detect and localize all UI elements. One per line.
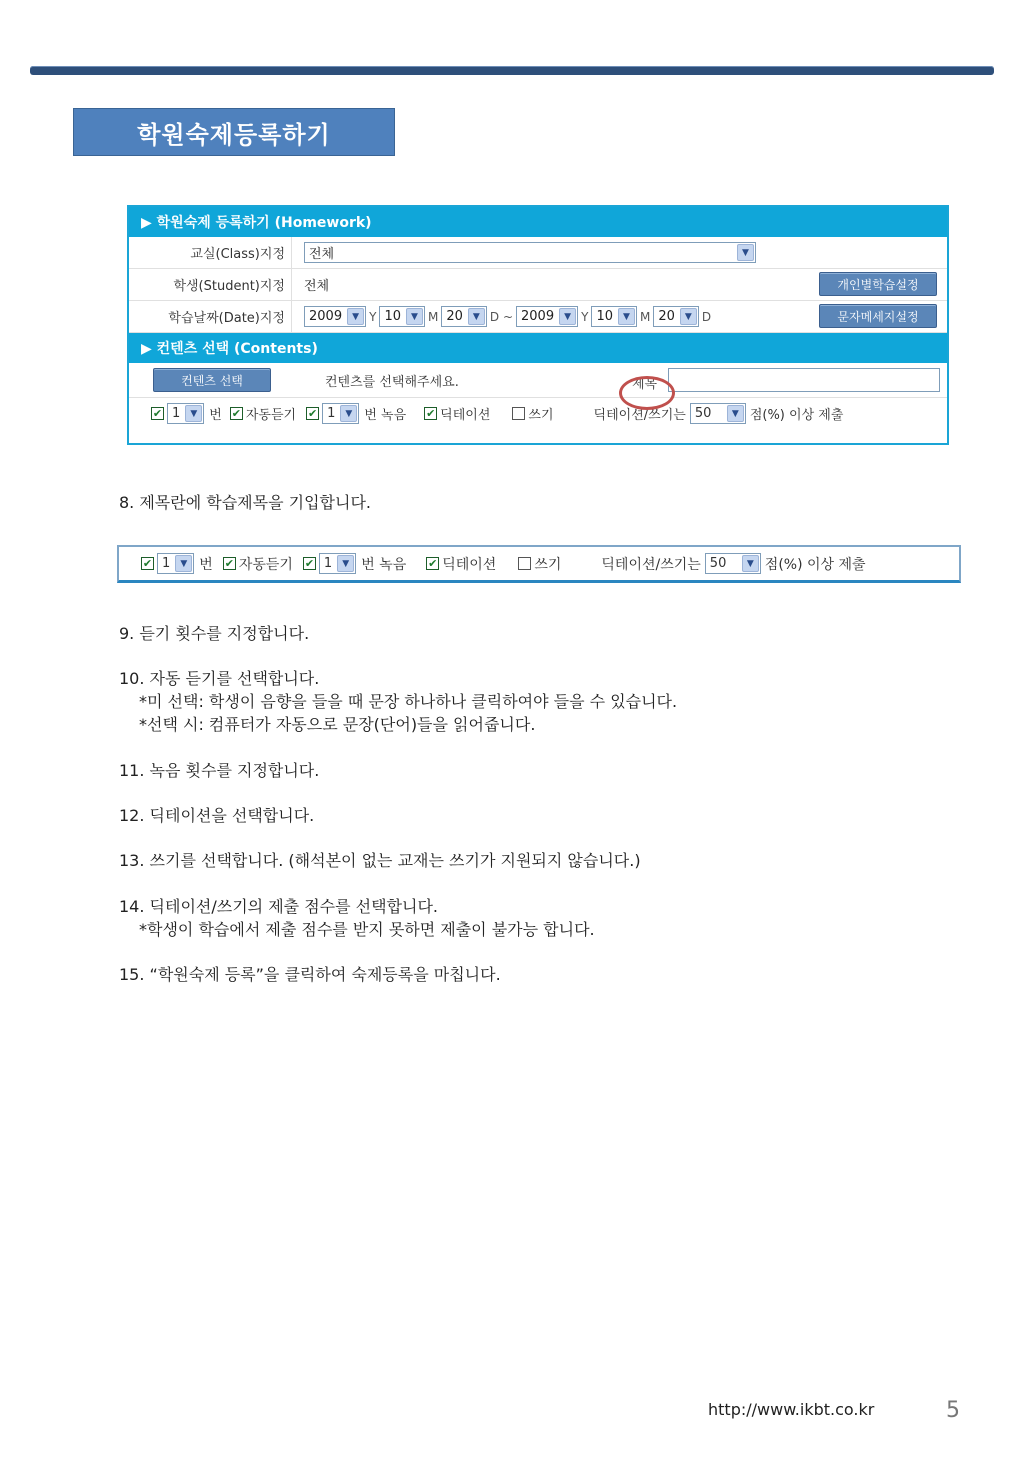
contents-hint: 컨텐츠를 선택해주세요. xyxy=(325,375,459,390)
homework-form-panel xyxy=(127,205,949,445)
score-value: 50 xyxy=(709,556,727,571)
from-year-value: 2009 xyxy=(309,309,343,324)
class-label: 교실(Class)지정 xyxy=(129,237,292,268)
to-month-value: 10 xyxy=(596,309,613,324)
record-label: 번 녹음 xyxy=(364,408,407,423)
listen-checkbox[interactable]: ✔ xyxy=(152,407,163,420)
title-label: 제목 xyxy=(632,377,658,392)
footer-url: http://www.ikbt.co.kr xyxy=(708,1400,875,1419)
writing-label: 쓰기 xyxy=(528,408,554,423)
listen-count-select[interactable] xyxy=(157,553,194,574)
score-value: 50 xyxy=(694,406,712,421)
from-month-value: 10 xyxy=(384,309,401,324)
student-value: 전체 xyxy=(304,279,330,294)
instruction-12: 12. 딕테이션을 선택합니다. xyxy=(119,806,315,825)
to-year-select[interactable] xyxy=(516,306,578,327)
auto-listen-checkbox[interactable]: ✔ xyxy=(224,557,234,570)
chevron-down-icon: ▼ xyxy=(559,308,576,325)
score-label: 딕테이션/쓰기는 xyxy=(593,408,686,423)
auto-listen-checkbox[interactable]: ✔ xyxy=(231,407,241,420)
dictation-checkbox[interactable]: ✔ xyxy=(428,557,438,570)
record-count-value: 1 xyxy=(327,406,336,421)
student-row xyxy=(129,269,947,301)
chevron-down-icon: ▼ xyxy=(727,405,744,422)
class-row xyxy=(129,237,947,269)
record-count-select[interactable] xyxy=(319,553,356,574)
top-rule xyxy=(30,66,994,75)
writing-checkbox[interactable] xyxy=(518,557,531,570)
writing-label: 쓰기 xyxy=(534,556,562,573)
month-unit: M xyxy=(427,309,439,324)
record-checkbox[interactable]: ✔ xyxy=(304,557,315,570)
instruction-14: 14. 딕테이션/쓰기의 제출 점수를 선택합니다. xyxy=(119,897,439,916)
score-select[interactable] xyxy=(690,403,746,424)
dictation-label: 딕테이션 xyxy=(442,556,497,573)
to-month-select[interactable] xyxy=(591,306,637,327)
to-day-select[interactable] xyxy=(653,306,699,327)
auto-listen-label: 자동듣기 xyxy=(238,556,293,573)
chevron-down-icon: ▼ xyxy=(347,308,364,325)
listen-count-select[interactable] xyxy=(167,403,204,424)
record-label: 번 녹음 xyxy=(361,556,407,573)
year-unit: Y xyxy=(581,309,589,324)
from-day-value: 20 xyxy=(446,309,463,324)
times-label: 번 xyxy=(209,408,222,423)
from-year-select[interactable] xyxy=(304,306,366,327)
listen-checkbox[interactable]: ✔ xyxy=(142,557,153,570)
instruction-11: 11. 녹음 횟수를 지정합니다. xyxy=(119,761,320,780)
instruction-10: 10. 자동 듣기를 선택합니다. xyxy=(119,669,320,688)
instruction-8: 8. 제목란에 학습제목을 기입합니다. xyxy=(119,493,371,512)
chevron-down-icon: ▼ xyxy=(742,555,759,572)
contents-header: ▶ 컨텐츠 선택 (Contents) xyxy=(129,333,947,363)
listen-count-value: 1 xyxy=(162,556,171,571)
options-row xyxy=(129,398,947,429)
chevron-down-icon: ▼ xyxy=(680,308,697,325)
page-number: 5 xyxy=(946,1398,960,1423)
student-label: 학생(Student)지정 xyxy=(129,269,292,300)
options-strip xyxy=(117,545,961,583)
instruction-15: 15. “학원숙제 등록”을 클릭하여 숙제등록을 마칩니다. xyxy=(119,965,501,984)
instruction-10-note-b: *선택 시: 컴퓨터가 자동으로 문장(단어)들을 읽어줍니다. xyxy=(139,715,536,734)
chevron-down-icon: ▼ xyxy=(468,308,485,325)
from-day-select[interactable] xyxy=(441,306,487,327)
year-unit: Y xyxy=(369,309,377,324)
listen-count-value: 1 xyxy=(172,406,181,421)
date-row xyxy=(129,301,947,333)
section-title: 학원숙제등록하기 xyxy=(73,108,395,156)
select-contents-button[interactable]: 컨텐츠 선택 xyxy=(153,368,271,392)
record-count-select[interactable] xyxy=(322,403,359,424)
chevron-down-icon: ▼ xyxy=(185,405,202,422)
chevron-down-icon: ▼ xyxy=(406,308,423,325)
date-label: 학습날짜(Date)지정 xyxy=(129,301,292,332)
title-input[interactable] xyxy=(668,368,940,392)
score-suffix: 점(%) 이상 제출 xyxy=(749,408,844,423)
writing-checkbox[interactable] xyxy=(512,407,525,420)
day-unit: D ~ xyxy=(489,309,513,324)
class-select[interactable] xyxy=(304,242,756,263)
chevron-down-icon: ▼ xyxy=(175,555,192,572)
dictation-checkbox[interactable]: ✔ xyxy=(426,407,436,420)
homework-header: ▶ 학원숙제 등록하기 (Homework) xyxy=(129,207,947,237)
chevron-down-icon: ▼ xyxy=(340,405,357,422)
score-select[interactable] xyxy=(705,553,761,574)
score-suffix: 점(%) 이상 제출 xyxy=(764,556,866,573)
chevron-down-icon: ▼ xyxy=(737,244,754,261)
personal-study-button[interactable]: 개인별학습설정 xyxy=(819,272,937,296)
contents-row xyxy=(129,363,947,398)
chevron-down-icon: ▼ xyxy=(337,555,354,572)
month-unit: M xyxy=(639,309,651,324)
times-label: 번 xyxy=(199,556,213,573)
record-checkbox[interactable]: ✔ xyxy=(307,407,318,420)
dictation-label: 딕테이션 xyxy=(440,408,491,423)
from-month-select[interactable] xyxy=(379,306,425,327)
title-highlight-circle xyxy=(619,376,675,410)
sms-settings-button[interactable]: 문자메세지설정 xyxy=(819,304,937,328)
score-label: 딕테이션/쓰기는 xyxy=(601,556,701,573)
record-count-value: 1 xyxy=(323,556,333,571)
instruction-13: 13. 쓰기를 선택합니다. (해석본이 없는 교재는 쓰기가 지원되지 않습니다.) xyxy=(119,851,641,870)
to-year-value: 2009 xyxy=(521,309,555,324)
day-unit: D xyxy=(701,309,712,324)
instruction-9: 9. 듣기 횟수를 지정합니다. xyxy=(119,624,310,643)
chevron-down-icon: ▼ xyxy=(618,308,635,325)
class-select-value: 전체 xyxy=(309,247,335,262)
instruction-14-note: *학생이 학습에서 제출 점수를 받지 못하면 제출이 불가능 합니다. xyxy=(139,920,595,939)
to-day-value: 20 xyxy=(658,309,675,324)
auto-listen-label: 자동듣기 xyxy=(245,408,297,423)
instruction-10-note-a: *미 선택: 학생이 음향을 들을 때 문장 하나하나 클릭하여야 들을 수 있습니다. xyxy=(139,692,678,711)
